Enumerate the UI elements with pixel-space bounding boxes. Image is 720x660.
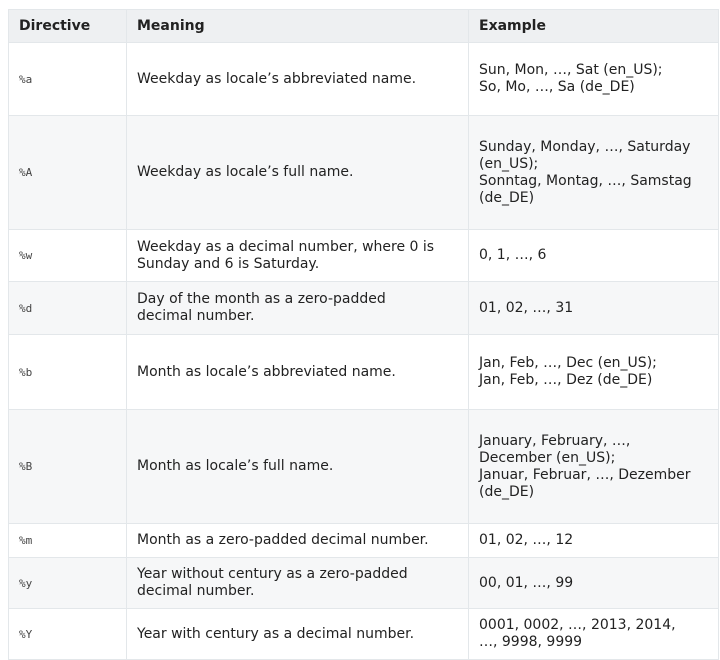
meaning-cell: Weekday as locale’s abbreviated name. (127, 43, 469, 116)
meaning-cell: Day of the month as a zero-padded decimal number. (127, 282, 469, 335)
example-cell: Sun, Mon, …, Sat (en_US); So, Mo, …, Sa (de_DE) (469, 43, 719, 116)
meaning-cell: Weekday as a decimal number, where 0 is Sunday and 6 is Saturday. (127, 230, 469, 282)
directive-cell: %d (9, 282, 127, 335)
table-row (9, 524, 719, 558)
table-body (9, 43, 719, 660)
table-row (9, 116, 719, 230)
example-cell: 00, 01, …, 99 (469, 558, 719, 609)
table-row (9, 335, 719, 410)
example-cell: Sunday, Monday, …, Saturday (en_US); Sonntag, Montag, …, Samstag (de_DE) (469, 116, 719, 230)
table-row (9, 609, 719, 660)
strftime-directives-table (8, 9, 719, 660)
table-row (9, 43, 719, 116)
meaning-cell: Month as locale’s abbreviated name. (127, 335, 469, 410)
meaning-cell: Year with century as a decimal number. (127, 609, 469, 660)
directive-cell: %B (9, 410, 127, 524)
example-cell: January, February, …, December (en_US); Januar, Februar, …, Dezember (de_DE) (469, 410, 719, 524)
example-cell: 01, 02, …, 12 (469, 524, 719, 558)
header-row (9, 10, 719, 43)
directive-cell: %m (9, 524, 127, 558)
directive-cell: %a (9, 43, 127, 116)
example-cell: 0, 1, …, 6 (469, 230, 719, 282)
example-cell: Jan, Feb, …, Dec (en_US); Jan, Feb, …, Dez (de_DE) (469, 335, 719, 410)
table-row (9, 410, 719, 524)
table-header (9, 10, 719, 43)
table-row (9, 282, 719, 335)
meaning-cell: Month as locale’s full name. (127, 410, 469, 524)
directive-cell: %w (9, 230, 127, 282)
table-row (9, 230, 719, 282)
example-cell: 0001, 0002, …, 2013, 2014, …, 9998, 9999 (469, 609, 719, 660)
strftime-directives-table-container (8, 9, 718, 660)
meaning-cell: Year without century as a zero-padded decimal number. (127, 558, 469, 609)
directive-cell: %y (9, 558, 127, 609)
meaning-cell: Month as a zero-padded decimal number. (127, 524, 469, 558)
header-example: Example (469, 10, 719, 43)
example-cell: 01, 02, …, 31 (469, 282, 719, 335)
directive-cell: %Y (9, 609, 127, 660)
meaning-cell: Weekday as locale’s full name. (127, 116, 469, 230)
header-directive: Directive (9, 10, 127, 43)
directive-cell: %b (9, 335, 127, 410)
header-meaning: Meaning (127, 10, 469, 43)
table-row (9, 558, 719, 609)
directive-cell: %A (9, 116, 127, 230)
